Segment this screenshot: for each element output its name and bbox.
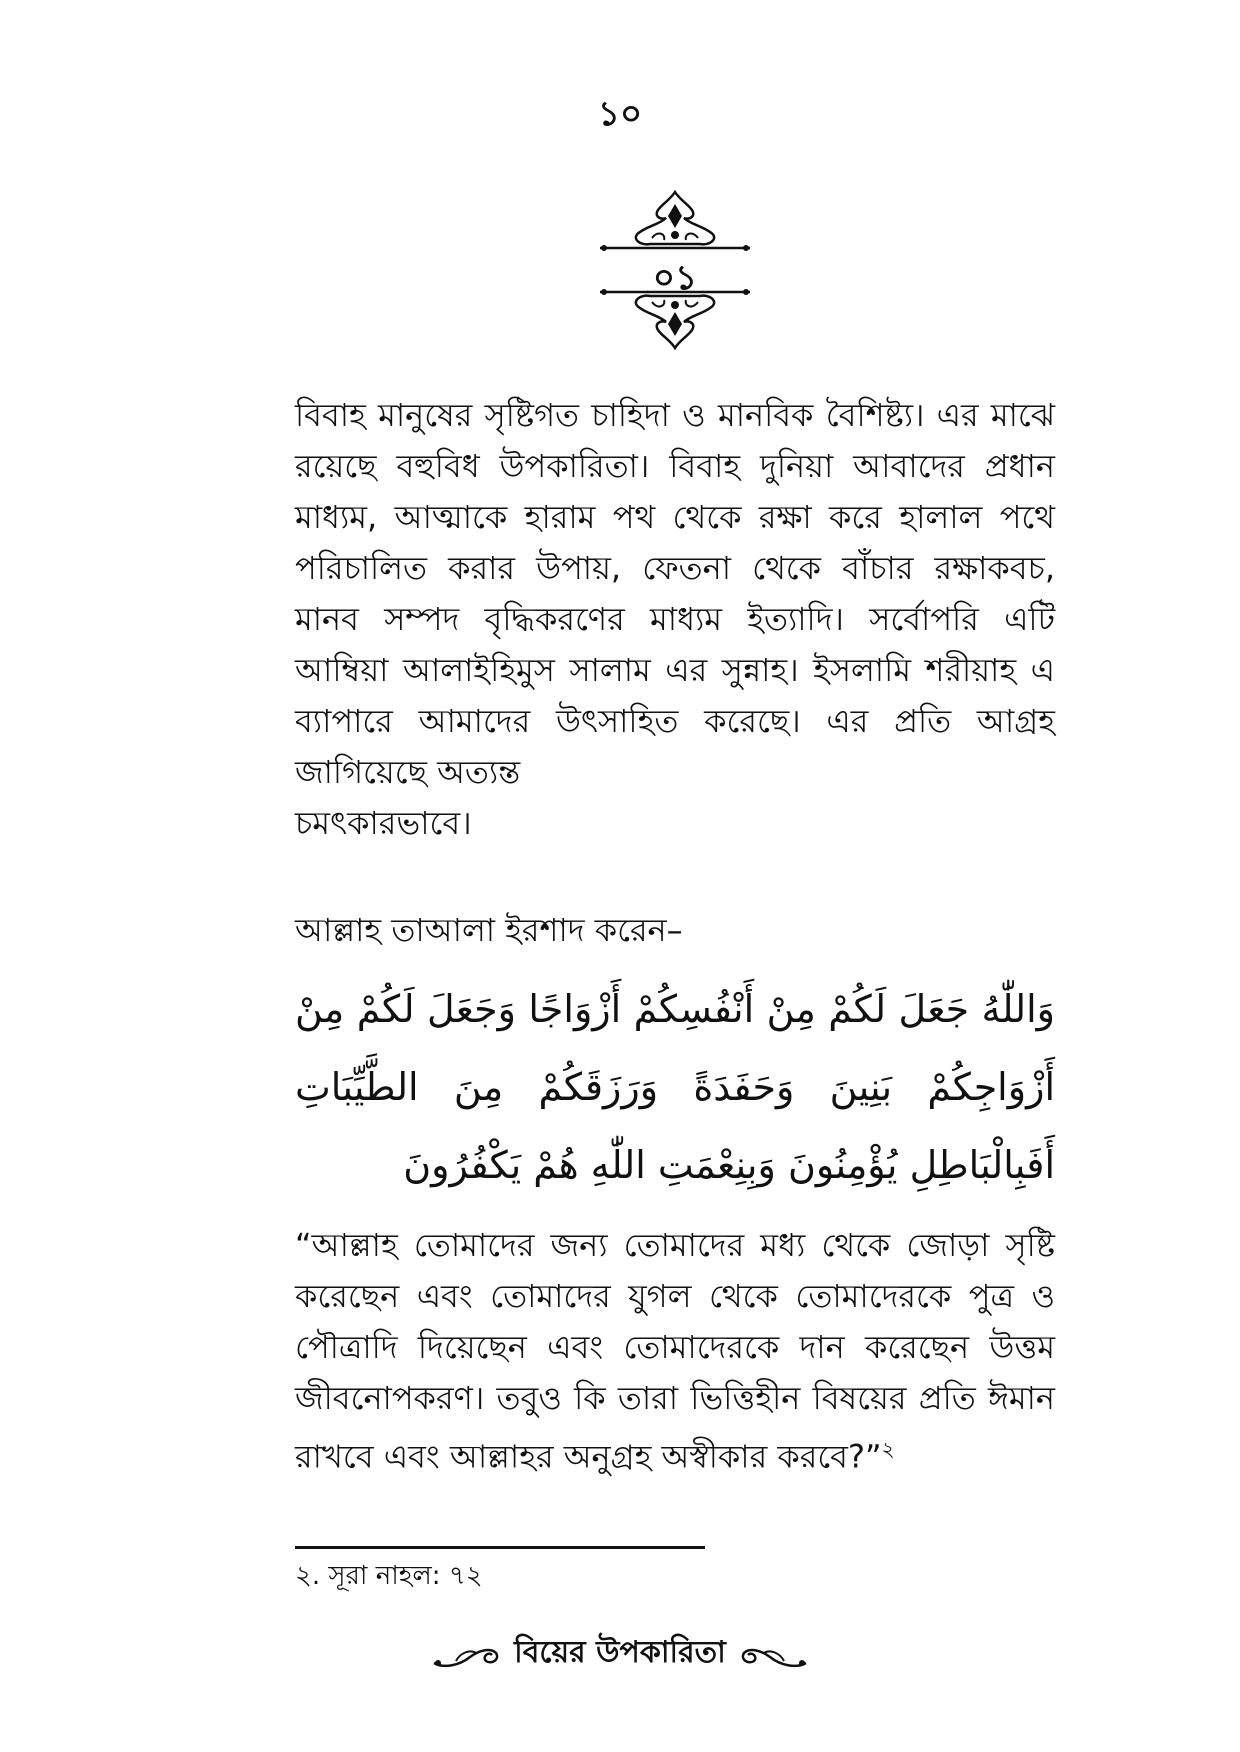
- verse-translation-text: “আল্লাহ তোমাদের জন্য তোমাদের মধ্য থেকে জোড়া সৃষ্টি করেছেন এবং তোমাদের যুগল থেকে তোমাদেরকে পুত্র ও পৌত্রাদি দিয়েছেন এবং তোমাদেরকে দান করেছেন উত্তম জীবনোপকরণ। তবুও কি তারা ভিত্তিহীন বিষয়ের প্রতি ঈমান রাখবে এবং আল্লাহর অনুগ্রহ অস্বীকার করবে?”: [295, 1226, 1055, 1476]
- right-flourish-icon: [740, 1635, 810, 1671]
- page-number: ১০: [597, 94, 643, 134]
- footer-title: বিয়ের উপকারিতা: [514, 1634, 726, 1670]
- page-footer: [0, 1628, 1240, 1678]
- footnote-divider: [295, 1546, 705, 1549]
- arabic-verse: وَاللّٰهُ جَعَلَ لَكُمْ مِنْ أَنْفُسِكُمْ أَزْوَاجًا وَجَعَلَ لَكُمْ مِنْ أَزْوَاجِكُمْ بَنِينَ وَحَفَدَةً وَرَزَقَكُمْ مِنَ الطَّيِّبَاتِ أَفَبِالْبَاطِلِ يُؤْمِنُونَ وَبِنِعْمَتِ اللّٰهِ هُمْ يَكْفُرُونَ: [295, 987, 1055, 1187]
- intro-paragraph-last-line: চমৎকারভাবে।: [295, 804, 472, 842]
- chapter-number: ০১: [652, 258, 698, 298]
- intro-paragraph: [295, 390, 1055, 849]
- footnote: ২. সূরা নাহল: ৭২: [295, 1561, 483, 1591]
- footnote-marker: ২: [881, 1437, 895, 1461]
- intro-paragraph-text: বিবাহ মানুষের সৃষ্টিগত চাহিদা ও মানবিক বৈশিষ্ট্য। এর মাঝে রয়েছে বহুবিধ উপকারিতা। বিবাহ দুনিয়া আবাদের প্রধান মাধ্যম, আত্মাকে হারাম পথ থেকে রক্ষা করে হালাল পথে পরিচালিত করার উপায়, ফেতনা থেকে বাঁচার রক্ষাকবচ, মানব সম্পদ বৃদ্ধিকরণের মাধ্যম ইত্যাদি। সর্বোপরি এটি আম্বিয়া আলাইহিমুস সালাম এর সুন্নাহ। ইসলামি শরীয়াহ এ ব্যাপারে আমাদের উৎসাহিত করেছে। এর প্রতি আগ্রহ জাগিয়েছে অত্যন্ত: [295, 396, 1055, 791]
- verse-translation: [295, 1220, 1055, 1483]
- verse-intro: আল্লাহ তাআলা ইরশাদ করেন–: [295, 911, 683, 949]
- left-flourish-icon: [430, 1635, 500, 1671]
